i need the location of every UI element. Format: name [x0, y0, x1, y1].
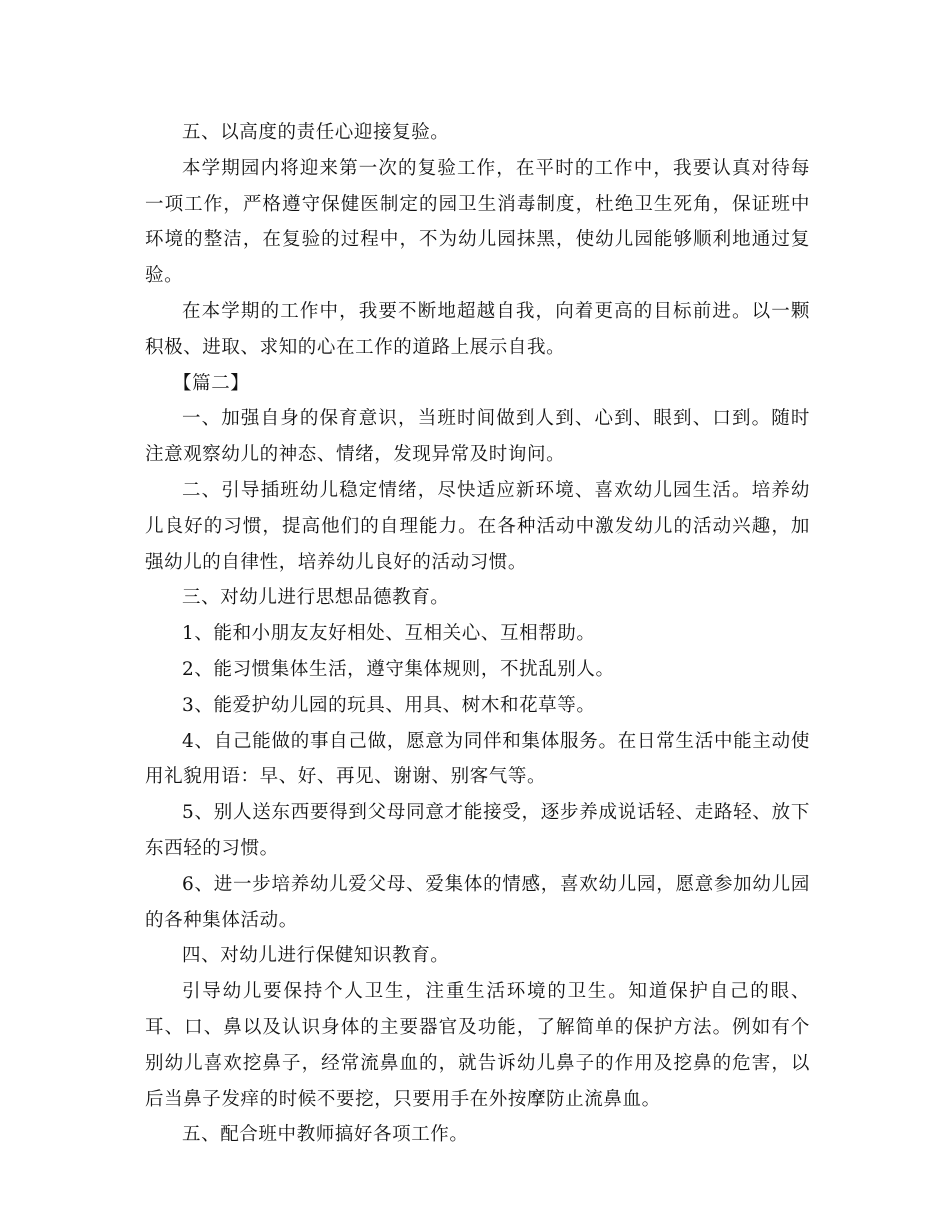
list-item: 3、能爱护幼儿园的玩具、用具、树木和花草等。 — [182, 694, 596, 716]
list-item: 4、自己能做的事自己做，愿意为同伴和集体服务。在日常生活中能主动使用礼貌用语：早、好、再见、谢谢、别客气等。 — [145, 730, 810, 788]
list-item: 2、能习惯集体生活，遵守集体规则，不扰乱别人。 — [182, 658, 615, 680]
part-heading: 【篇二】 — [173, 372, 250, 394]
list-item: 1、能和小朋友友好相处、互相关心、互相帮助。 — [182, 623, 596, 645]
section-heading: 三、对幼儿进行思想品德教育。 — [182, 587, 450, 609]
body-paragraph: 引导幼儿要保持个人卫生，注重生活环境的卫生。知道保护自己的眼、耳、口、鼻以及认识身体的主要器官及功能，了解简单的保护方法。例如有个别幼儿喜欢挖鼻子，经常流鼻血的，就告诉幼儿鼻子的作用及挖鼻的危害，以后当鼻子发痒的时候不要挖，只要用手在外按摩防止流鼻血。 — [145, 981, 810, 1110]
body-paragraph: 二、引导插班幼儿稳定情绪，尽快适应新环境、喜欢幼儿园生活。培养幼儿良好的习惯，提高他们的自理能力。在各种活动中激发幼儿的活动兴趣，加强幼儿的自律性，培养幼儿良好的活动习惯。 — [145, 479, 810, 573]
section-heading: 四、对幼儿进行保健知识教育。 — [182, 945, 450, 967]
section-heading: 五、以高度的责任心迎接复验。 — [182, 122, 450, 143]
body-paragraph: 在本学期的工作中，我要不断地超越自我，向着更高的目标前进。以一颗积极、进取、求知的心在工作的道路上展示自我。 — [145, 300, 810, 358]
body-paragraph: 一、加强自身的保育意识，当班时间做到人到、心到、眼到、口到。随时注意观察幼儿的神态、情绪，发现异常及时询问。 — [145, 408, 810, 466]
list-item: 6、进一步培养幼儿爱父母、爱集体的情感，喜欢幼儿园，愿意参加幼儿园的各种集体活动。 — [145, 873, 810, 931]
list-item: 5、别人送东西要得到父母同意才能接受，逐步养成说话轻、走路轻、放下东西轻的习惯。 — [145, 802, 810, 859]
document-body — [145, 115, 810, 1153]
body-paragraph: 本学期园内将迎来第一次的复验工作，在平时的工作中，我要认真对待每一项工作，严格遵守保健医制定的园卫生消毒制度，杜绝卫生死角，保证班中环境的整洁，在复验的过程中，不为幼儿园抹黑，使幼儿园能够顺利地通过复验。 — [145, 157, 810, 287]
section-heading: 五、配合班中教师搞好各项工作。 — [182, 1124, 469, 1146]
